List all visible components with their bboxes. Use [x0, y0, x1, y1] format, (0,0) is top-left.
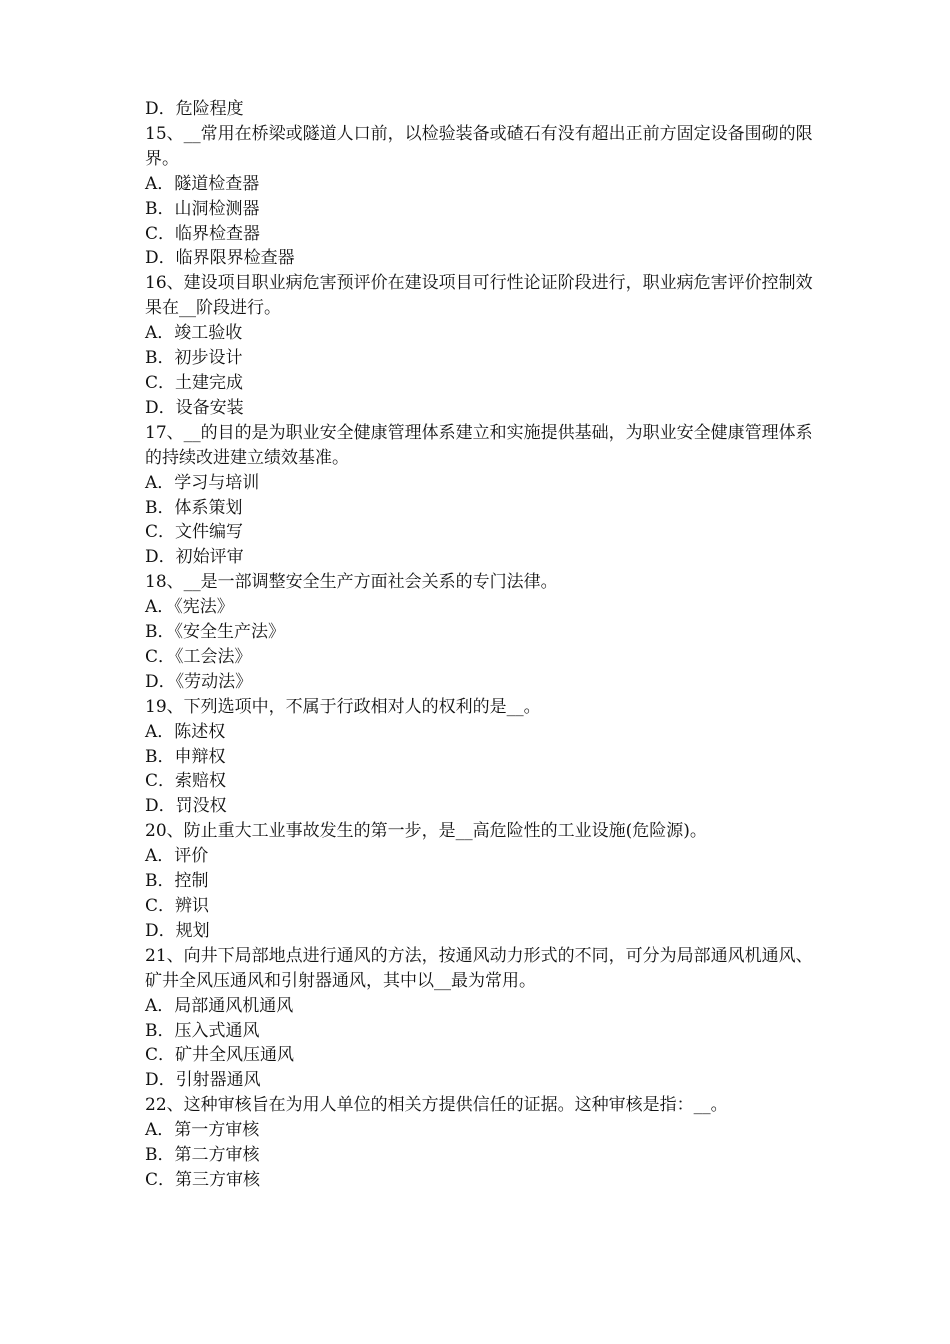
option-c-q17: C．文件编写 — [145, 522, 244, 543]
option-d-q21: D．引射器通风 — [145, 1070, 261, 1091]
option-a-q15: A．隧道检查器 — [145, 173, 260, 194]
option-b-q15: B．山洞检测器 — [145, 198, 260, 219]
question-18: 18、__是一部调整安全生产方面社会关系的专门法律。 — [145, 572, 558, 593]
option-d-q19: D．罚没权 — [145, 796, 227, 817]
option-d-q14: D．危险程度 — [145, 99, 244, 119]
option-b-q16: B．初步设计 — [145, 348, 243, 369]
option-b-q17: B．体系策划 — [145, 497, 243, 518]
option-a-q20: A．评价 — [145, 846, 209, 867]
option-a-q19: A．陈述权 — [145, 721, 226, 742]
question-20: 20、防止重大工业事故发生的第一步，是__高危险性的工业设施(危险源)。 — [145, 821, 707, 842]
option-d-q16: D．设备安装 — [145, 397, 244, 418]
document-body — [145, 97, 825, 1193]
option-a-q16: A．竣工验收 — [145, 323, 243, 344]
option-c-q16: C．土建完成 — [145, 372, 244, 393]
option-c-q19: C．索赔权 — [145, 771, 227, 792]
option-d-q17: D．初始评审 — [145, 547, 244, 568]
option-b-q18: B．《安全生产法》 — [145, 622, 285, 643]
option-a-q21: A．局部通风机通风 — [145, 995, 294, 1016]
question-19: 19、下列选项中，不属于行政相对人的权利的是__。 — [145, 696, 541, 717]
option-c-q22: C．第三方审核 — [145, 1169, 261, 1190]
option-a-q17: A．学习与培训 — [145, 472, 260, 493]
question-21: 21、向井下局部地点进行通风的方法，按通风动力形式的不同，可分为局部通风机通风、矿井全风压通风和引射器通风，其中以__最为常用。 — [145, 945, 813, 991]
question-15: 15、__常用在桥梁或隧道人口前，以检验装备或碴石有没有超出正前方固定设备围砌的限界。 — [145, 123, 813, 169]
question-22: 22、这种审核旨在为用人单位的相关方提供信任的证据。这种审核是指：__。 — [145, 1095, 728, 1116]
option-a-q22: A．第一方审核 — [145, 1120, 260, 1141]
option-b-q22: B．第二方审核 — [145, 1145, 260, 1166]
option-b-q21: B．压入式通风 — [145, 1020, 260, 1041]
option-c-q20: C．辨识 — [145, 896, 210, 916]
option-d-q15: D．临界限界检查器 — [145, 248, 295, 269]
option-a-q18: A．《宪法》 — [145, 597, 234, 618]
question-16: 16、建设项目职业病危害预评价在建设项目可行性论证阶段进行，职业病危害评价控制效果在__阶段进行。 — [145, 273, 813, 319]
option-d-q20: D．规划 — [145, 920, 210, 941]
question-17: 17、__的目的是为职业安全健康管理体系建立和实施提供基础，为职业安全健康管理体系的持续改进建立绩效基准。 — [145, 422, 813, 468]
option-d-q18: D．《劳动法》 — [145, 671, 253, 692]
option-c-q15: C．临界检查器 — [145, 223, 261, 244]
option-b-q19: B．申辩权 — [145, 746, 226, 767]
option-c-q21: C．矿井全风压通风 — [145, 1045, 295, 1066]
option-b-q20: B．控制 — [145, 871, 209, 892]
option-c-q18: C．《工会法》 — [145, 646, 252, 667]
